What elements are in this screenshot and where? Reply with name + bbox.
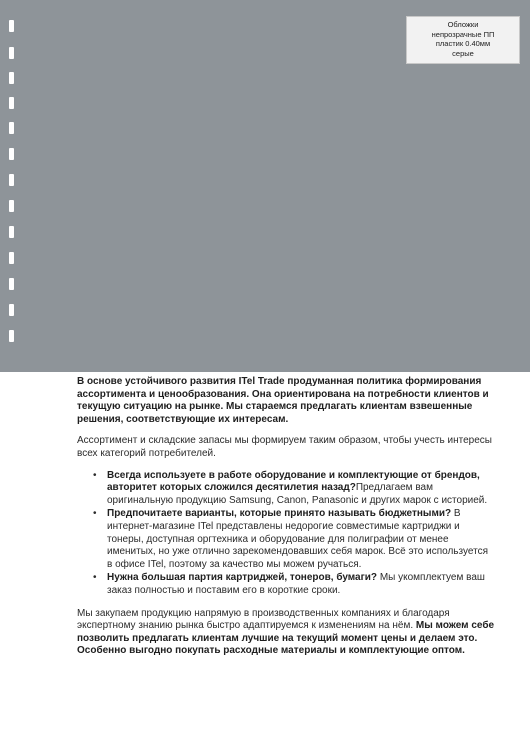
binding-hole [9,304,14,316]
closing-bold-text: Мы можем себе позволить предлагать клиентам лучшие на текущий момент цены и делаем это. Особенно выгодно покупать расходные материалы и комплектующие оптом. [77,620,495,657]
list-item-answer: Мы укомплектуем ваш заказ полностью и поставим его в короткие сроки. [107,572,485,596]
binding-hole [9,97,14,109]
list-item-question: Нужна большая партия картриджей, тонеров, бумаги? [107,572,378,584]
assortment-paragraph: Ассортимент и складские запасы мы формируем таким образом, чтобы учесть интересы всех категорий потребителей. [77,435,492,459]
intro-paragraph: В основе устойчивого развития ITel Trade продуманная политика формирования ассортимента и ценообразования. Она ориентирована на потребности клиентов и текущую ситуацию на рынке. Мы стараемся предлагать клиентам взвешенные решения, соответствующие их интересам. [77,376,489,425]
binding-hole [9,47,14,59]
binding-hole [9,252,14,264]
binding-hole [9,122,14,134]
binding-hole [9,200,14,212]
bullet-icon: • [93,508,97,520]
sticker-line: серые [452,48,474,58]
list-item-question: Предпочитаете варианты, которые принято называть бюджетными? [107,508,452,520]
list-item [93,508,495,571]
binding-hole [9,72,14,84]
document-body [77,376,495,667]
closing-text: Мы закупаем продукцию напрямую в производственных компаниях и благодаря экспертному знанию рынка быстро адаптируемся к изменениям на нём. [77,607,450,632]
binding-hole [9,226,14,238]
closing-paragraph [77,608,495,658]
binding-hole [9,20,14,32]
bullet-icon: • [93,469,97,481]
product-label-sticker [406,16,520,64]
sticker-line: непрозрачные ПП [431,29,495,39]
binding-hole [9,174,14,186]
sticker-line: Обложки [447,20,479,29]
list-item-answer: В интернет-магазине ITel представлены недорогие совместимые картриджи и тонеры, доступная оргтехника и оборудование для полиграфии от менее именитых, но уже отлично зарекомендовавших себя марок. Всё это используется в офисе ITel, поэтому за качество мы можем ручаться. [107,508,488,570]
gray-cover-sheet [0,0,530,372]
list-item [93,572,495,597]
binding-hole [9,278,14,290]
sticker-line: пластик 0.40мм [435,39,491,48]
benefits-list [77,470,495,598]
list-item-question: Всегда используете в работе оборудование и комплектующие от брендов, авторитет которых сложился десятилетия назад? [107,469,480,494]
binding-hole [9,330,14,342]
list-item [93,469,495,508]
list-item-answer: Предлагаем вам оригинальную продукцию Samsung, Canon, Panasonic и других марок с историей. [107,482,488,506]
bullet-icon: • [93,572,97,584]
binding-hole [9,148,14,160]
